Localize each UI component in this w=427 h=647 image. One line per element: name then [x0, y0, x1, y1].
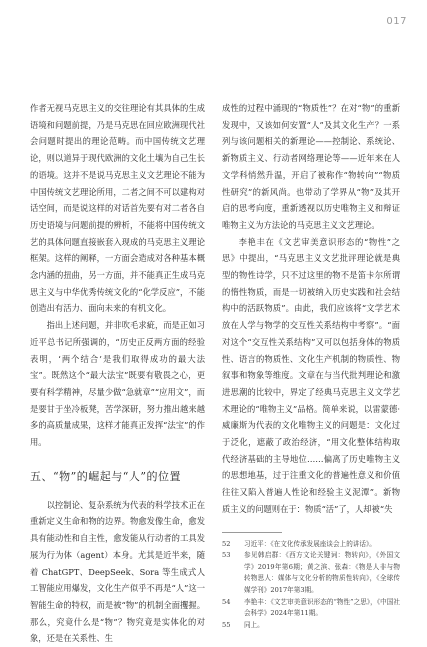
body-paragraph: 以控制论、复杂系统为代表的科学技术正在重新定义生命和物的边界。物愈发像生命，愈发具有能动性和自主性，愈发能从行动者的工具发展为行为体（agent）本身。尤其是近半来，随着 ChatGPT、DeepSeek、Sora 等生成式人工智能应用爆发，文化生产似乎不再是“人”这一智能生命的特权，而是被“物”的机制全面攫握。那么，究竟什么是“物”？物究竟是实体化的对象，还是在关系性、生	[30, 499, 205, 644]
footnote	[222, 620, 400, 632]
body-paragraph: 李艳丰在《文艺审美意识形态的“物性”之思》中提出，“马克思主义文艺批评理论就是典型的物性诗学，只不过这里的物不是笛卡尔所谓的惰性物质，而是一切被纳入历史实践和社会结构中的活跃物质”。由此，我们应该将“文学艺术放在人学与物学的交互性关系结构中考察”。“面对这个“交互性关系结构”又可以包括身体的物质性、语言的物质性、文化生产机制的物质性、物叙事和物象等维度。文章在与当代批判理论和激进思潮的比较中，界定了经典马克思主义文学艺术理论的“唯物主义”品格。简单来说，以雷蒙德·威廉斯为代表的文化唯物主义的问题是：文化过于泛化，遮蔽了政治经济，“用文化整体结构取代经济基础的主导地位……偏离了历史唯物主义的思想地基，过于注重文化的普遍性意义和价值往往又陷入普遍人性论和经验主义泥潭”。新物质主义的问题则在于：物质“活”了，人却被“失	[222, 236, 400, 514]
footnote-number: 52	[222, 539, 231, 548]
footnote-divider	[222, 532, 282, 533]
footnote-text: 参见韩启群：《西方文论关键词：物转向》，《外国文学》2019年第6期；黄之滨、张森：《物是人非与物转物思人：媒体与文化分析的物质性转向》，《全球传媒学刊》2017年第3期。	[244, 551, 400, 594]
footnote-text: 习近平：《在文化传承发展座谈会上的讲话》。	[244, 539, 376, 548]
footnote	[222, 539, 400, 551]
footnote-text: 李艳丰：《文艺审美意识形态的“物性”之思》，《中国社会科学》2024年第11期。	[244, 597, 400, 618]
footnote-number: 53	[222, 551, 231, 560]
footnote	[222, 550, 400, 596]
footnote-number: 55	[222, 620, 231, 629]
left-column	[30, 100, 205, 647]
footnotes	[222, 539, 400, 632]
page-number: 017	[386, 16, 407, 27]
section-heading: 五、“物”的崛起与“人”的位置	[30, 469, 181, 483]
body-paragraph: 指出上述问题，并非吹毛求疵，而是正如习近平总书记所强调的，“历史正反两方面的经验表明，‘两个结合’是我们取得成功的最大法宝”。既然这个“最大法宝”既要有敬畏之心，更要有科学精神，尽量少做“急就章”“应用文”，而是要甘于坐冷板凳，苦学深研，努力推出越来越多的高质量成果，这样才能真正发挥“法宝”的作用。	[30, 320, 205, 448]
footnote	[222, 597, 400, 620]
body-paragraph: 成性的过程中涌现的“物质性”？在对“物”的重新发现中，又该如何安置“人”及其文化生产？一系列与该问题相关的新理论——控制论、系统论、新物质主义、行动者网络理论等——近年来在人文学科悄然升温，开启了被称作“物转向”“物质性研究”的新风尚。也带动了学界从“物”及其开启的思考向度，重新透视以历史唯物主义和辩证唯物主义为方法论的马克思主义文艺理论。	[222, 103, 400, 230]
footnote-number: 54	[222, 597, 231, 606]
footnote-text: 同上。	[244, 620, 264, 629]
right-column	[222, 100, 400, 631]
body-paragraph: 作者无视马克思主义的交往理论有其具体的生成语境和问题前提，乃是马克思在回应欧洲现代社会问题时提出的理论范畴。而中国传统文艺理论，则以道异于现代欧洲的文化土壤为自己生长的语境。这并不是说马克思主义文艺理论不能为中国传统文艺理论所用，二者之间不可以建构对话空间，而是说这样的对话首先要有对二者各自历史语境与问题前提的辨析，不能将中国传统文艺的具体问题直接嵌套入现成的马克思主义理论框架。这样的阐释，一方面会造成对各种基本概念内涵的扭曲，另一方面，并不能真正生成马克思主义与中华优秀传统文化的“化学反应”，不能创造出有活力、面向未来的有机文化。	[30, 103, 205, 314]
